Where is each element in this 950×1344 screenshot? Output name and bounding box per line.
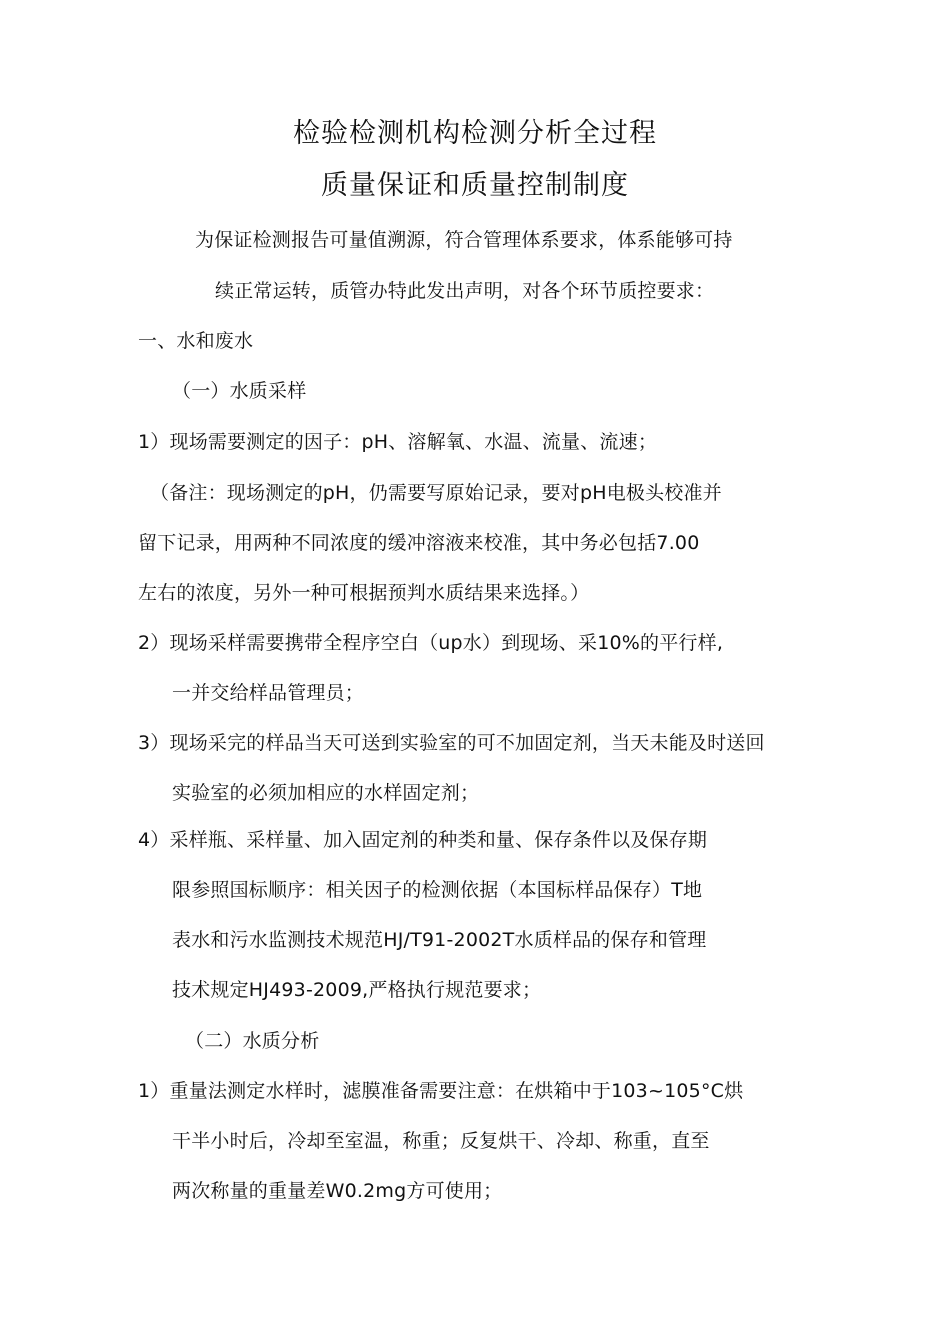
- analysis-item-1-line-3: 两次称量的重量差W0.2mg方可使用；: [172, 1180, 503, 1202]
- note-line-3: 左右的浓度，另外一种可根据预判水质结果来选择。）: [138, 582, 590, 604]
- analysis-item-1-line-1: 1）重量法测定水样时，滤膜准备需要注意：在烘箱中于103~105°C烘: [138, 1080, 744, 1102]
- list-item-3-line-1: 3）现场采完的样品当天可送到实验室的可不加固定剂，当天未能及时送回: [138, 732, 765, 754]
- section-heading-water: 一、水和废水: [138, 330, 254, 352]
- list-item-3-line-2: 实验室的必须加相应的水样固定剂；: [172, 782, 480, 804]
- note-line-1: （备注：现场测定的pH，仍需要写原始记录，要对pH电极头校准并: [150, 482, 722, 504]
- list-item-2-line-1: 2）现场采样需要携带全程序空白（up水）到现场、采10%的平行样,: [138, 632, 724, 654]
- list-item-2-line-2: 一并交给样品管理员；: [172, 682, 365, 704]
- subsection-heading-analysis: （二）水质分析: [185, 1030, 320, 1052]
- intro-line-2: 续正常运转，质管办特此发出声明，对各个环节质控要求：: [215, 280, 715, 302]
- document-title-line-1: 检验检测机构检测分析全过程: [293, 118, 657, 149]
- list-item-4-line-2: 限参照国标顺序：相关因子的检测依据（本国标样品保存）T地: [172, 879, 703, 901]
- list-item-4-line-3: 表水和污水监测技术规范HJ/T91-2002T水质样品的保存和管理: [172, 929, 707, 951]
- note-line-2: 留下记录，用两种不同浓度的缓冲溶液来校准，其中务必包括7.00: [138, 532, 700, 554]
- subsection-heading-sampling: （一）水质采样: [172, 380, 307, 402]
- intro-line-1: 为保证检测报告可量值溯源，符合管理体系要求，体系能够可持: [195, 229, 733, 251]
- list-item-4-line-1: 4）采样瓶、采样量、加入固定剂的种类和量、保存条件以及保存期: [138, 829, 708, 851]
- document-title-line-2: 质量保证和质量控制制度: [321, 170, 629, 201]
- list-item-4-line-4: 技术规定HJ493-2009,严格执行规范要求；: [172, 979, 542, 1001]
- list-item-1: 1）现场需要测定的因子：pH、溶解氧、水温、流量、流速；: [138, 431, 658, 453]
- analysis-item-1-line-2: 干半小时后，冷却至室温，称重；反复烘干、冷却、称重，直至: [172, 1130, 710, 1152]
